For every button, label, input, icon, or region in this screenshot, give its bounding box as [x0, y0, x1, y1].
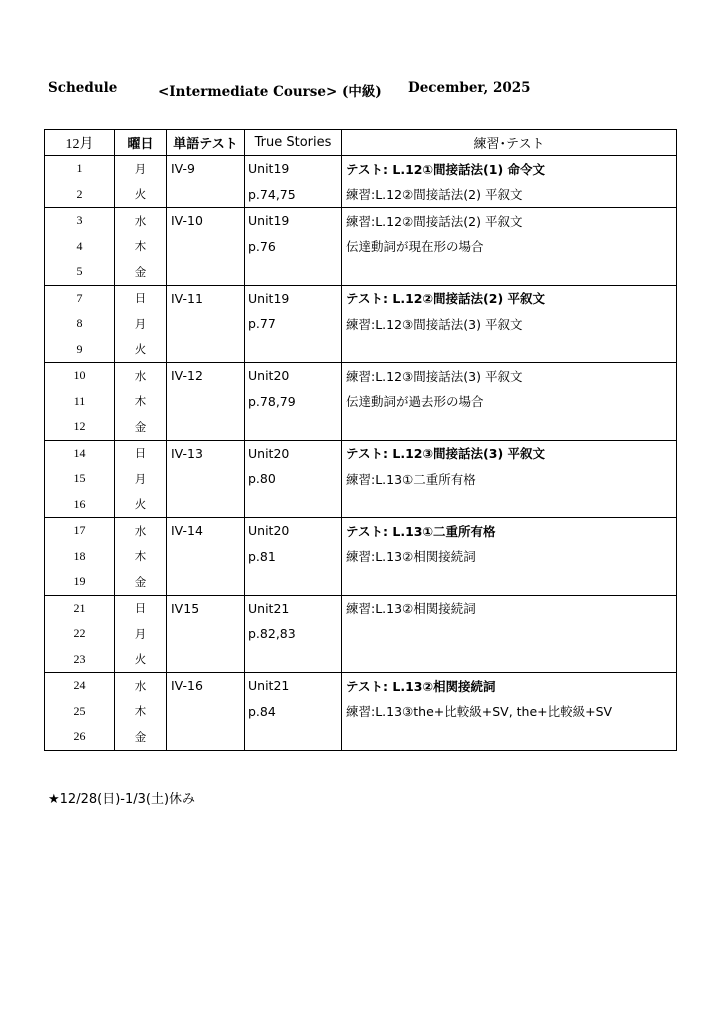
vocab-test-cell — [167, 414, 245, 440]
practice-cell: 練習:L.13②相関接続詞 — [342, 544, 677, 570]
day-cell: 18 — [45, 544, 115, 570]
vocab-test-cell — [167, 389, 245, 415]
day-cell: 24 — [45, 673, 115, 699]
practice-cell: テスト: L.12②間接話法(2) 平叙文 — [342, 285, 677, 311]
practice-cell: 練習:L.13③the+比較級+SV, the+比較級+SV — [342, 699, 677, 725]
table-row — [45, 569, 677, 595]
table-row — [45, 389, 677, 415]
weekday-cell: 日 — [115, 595, 167, 621]
practice-cell: テスト: L.12③間接話法(3) 平叙文 — [342, 440, 677, 466]
vocab-test-cell — [167, 699, 245, 725]
true-stories-cell — [245, 414, 342, 440]
vocab-test-cell: IV-10 — [167, 208, 245, 234]
schedule-table — [44, 129, 677, 751]
vocab-test-cell — [167, 311, 245, 337]
true-stories-cell: Unit21 — [245, 595, 342, 621]
weekday-cell: 月 — [115, 466, 167, 492]
true-stories-cell: p.77 — [245, 311, 342, 337]
day-cell: 8 — [45, 311, 115, 337]
vocab-test-cell — [167, 234, 245, 260]
table-row — [45, 699, 677, 725]
vocab-test-cell — [167, 182, 245, 208]
weekday-cell: 月 — [115, 621, 167, 647]
vocab-test-cell — [167, 621, 245, 647]
table-row — [45, 673, 677, 699]
header-course-title: <Intermediate Course> (中級) — [158, 84, 382, 100]
practice-cell: 伝達動詞が過去形の場合 — [342, 389, 677, 415]
table-row — [45, 492, 677, 518]
practice-cell — [342, 621, 677, 647]
practice-cell: 練習:L.12③間接話法(3) 平叙文 — [342, 311, 677, 337]
day-cell: 2 — [45, 182, 115, 208]
day-cell: 15 — [45, 466, 115, 492]
weekday-cell: 木 — [115, 234, 167, 260]
header-schedule-label: Schedule — [48, 80, 118, 96]
day-cell: 11 — [45, 389, 115, 415]
vocab-test-cell: IV-16 — [167, 673, 245, 699]
day-cell: 7 — [45, 285, 115, 311]
header-month: December, 2025 — [408, 80, 531, 96]
true-stories-cell: p.82,83 — [245, 621, 342, 647]
vocab-test-cell — [167, 466, 245, 492]
day-cell: 19 — [45, 569, 115, 595]
vocab-test-cell — [167, 724, 245, 750]
day-cell: 26 — [45, 724, 115, 750]
table-row — [45, 259, 677, 285]
table-row — [45, 595, 677, 621]
true-stories-cell: p.84 — [245, 699, 342, 725]
table-row — [45, 156, 677, 182]
practice-cell — [342, 569, 677, 595]
vocab-test-cell — [167, 569, 245, 595]
weekday-cell: 火 — [115, 492, 167, 518]
true-stories-cell — [245, 724, 342, 750]
true-stories-cell — [245, 647, 342, 673]
practice-cell: 練習:L.12②間接話法(2) 平叙文 — [342, 182, 677, 208]
weekday-cell: 火 — [115, 182, 167, 208]
true-stories-cell: Unit19 — [245, 208, 342, 234]
holiday-note: ★12/28(日)-1/3(土)休み — [48, 792, 196, 807]
practice-cell: テスト: L.13①二重所有格 — [342, 518, 677, 544]
weekday-cell: 火 — [115, 337, 167, 363]
practice-cell: 練習:L.12③間接話法(3) 平叙文 — [342, 363, 677, 389]
day-cell: 4 — [45, 234, 115, 260]
table-row — [45, 285, 677, 311]
day-cell: 10 — [45, 363, 115, 389]
table-row — [45, 208, 677, 234]
true-stories-cell: p.76 — [245, 234, 342, 260]
true-stories-cell: Unit19 — [245, 285, 342, 311]
true-stories-cell — [245, 492, 342, 518]
weekday-cell: 木 — [115, 389, 167, 415]
vocab-test-cell — [167, 337, 245, 363]
weekday-cell: 日 — [115, 285, 167, 311]
table-row — [45, 414, 677, 440]
table-row — [45, 337, 677, 363]
practice-cell — [342, 259, 677, 285]
practice-cell — [342, 492, 677, 518]
weekday-cell: 水 — [115, 518, 167, 544]
vocab-test-cell: IV-13 — [167, 440, 245, 466]
vocab-test-cell: IV-14 — [167, 518, 245, 544]
true-stories-cell: Unit19 — [245, 156, 342, 182]
vocab-test-cell — [167, 259, 245, 285]
practice-cell: 練習:L.13②相関接続詞 — [342, 595, 677, 621]
practice-cell — [342, 647, 677, 673]
table-row — [45, 544, 677, 570]
col-header-vocab-test: 単語テスト — [167, 130, 245, 156]
true-stories-cell: p.78,79 — [245, 389, 342, 415]
weekday-cell: 木 — [115, 544, 167, 570]
weekday-cell: 水 — [115, 208, 167, 234]
vocab-test-cell: IV-11 — [167, 285, 245, 311]
table-row — [45, 518, 677, 544]
true-stories-cell: p.80 — [245, 466, 342, 492]
table-row — [45, 466, 677, 492]
vocab-test-cell — [167, 647, 245, 673]
weekday-cell: 金 — [115, 569, 167, 595]
practice-cell: 練習:L.12②間接話法(2) 平叙文 — [342, 208, 677, 234]
vocab-test-cell — [167, 544, 245, 570]
col-header-day: 12月 — [45, 130, 115, 156]
weekday-cell: 金 — [115, 259, 167, 285]
table-row — [45, 724, 677, 750]
true-stories-cell: p.81 — [245, 544, 342, 570]
day-cell: 9 — [45, 337, 115, 363]
day-cell: 1 — [45, 156, 115, 182]
table-row — [45, 440, 677, 466]
day-cell: 14 — [45, 440, 115, 466]
vocab-test-cell: IV15 — [167, 595, 245, 621]
col-header-weekday: 曜日 — [115, 130, 167, 156]
weekday-cell: 火 — [115, 647, 167, 673]
true-stories-cell — [245, 337, 342, 363]
vocab-test-cell: IV-9 — [167, 156, 245, 182]
table-row — [45, 182, 677, 208]
col-header-practice-test: 練習･テスト — [342, 130, 677, 156]
true-stories-cell — [245, 569, 342, 595]
weekday-cell: 金 — [115, 724, 167, 750]
vocab-test-cell — [167, 492, 245, 518]
true-stories-cell — [245, 259, 342, 285]
practice-cell — [342, 724, 677, 750]
day-cell: 22 — [45, 621, 115, 647]
true-stories-cell: Unit21 — [245, 673, 342, 699]
table-row — [45, 363, 677, 389]
day-cell: 23 — [45, 647, 115, 673]
document-header — [48, 80, 648, 102]
day-cell: 25 — [45, 699, 115, 725]
col-header-true-stories: True Stories — [245, 130, 342, 156]
table-header-row — [45, 130, 677, 156]
day-cell: 12 — [45, 414, 115, 440]
practice-cell — [342, 414, 677, 440]
table-row — [45, 311, 677, 337]
practice-cell: テスト: L.13②相関接続詞 — [342, 673, 677, 699]
vocab-test-cell: IV-12 — [167, 363, 245, 389]
weekday-cell: 金 — [115, 414, 167, 440]
weekday-cell: 日 — [115, 440, 167, 466]
weekday-cell: 木 — [115, 699, 167, 725]
weekday-cell: 水 — [115, 363, 167, 389]
weekday-cell: 月 — [115, 311, 167, 337]
table-row — [45, 234, 677, 260]
table-row — [45, 621, 677, 647]
day-cell: 16 — [45, 492, 115, 518]
true-stories-cell: Unit20 — [245, 518, 342, 544]
true-stories-cell: p.74,75 — [245, 182, 342, 208]
practice-cell: 伝達動詞が現在形の場合 — [342, 234, 677, 260]
day-cell: 3 — [45, 208, 115, 234]
weekday-cell: 月 — [115, 156, 167, 182]
practice-cell: 練習:L.13①二重所有格 — [342, 466, 677, 492]
true-stories-cell: Unit20 — [245, 363, 342, 389]
true-stories-cell: Unit20 — [245, 440, 342, 466]
day-cell: 17 — [45, 518, 115, 544]
practice-cell: テスト: L.12①間接話法(1) 命令文 — [342, 156, 677, 182]
weekday-cell: 水 — [115, 673, 167, 699]
day-cell: 21 — [45, 595, 115, 621]
table-row — [45, 647, 677, 673]
day-cell: 5 — [45, 259, 115, 285]
practice-cell — [342, 337, 677, 363]
